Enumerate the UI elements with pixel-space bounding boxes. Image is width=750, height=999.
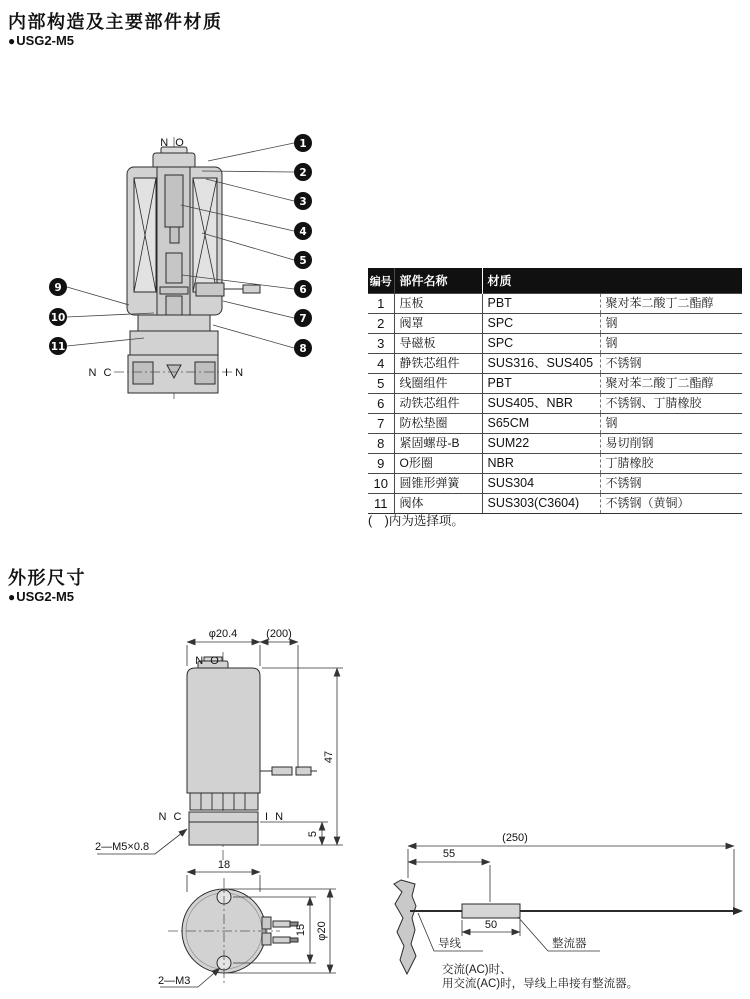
coil-body bbox=[187, 668, 260, 793]
cell-material-chinese: 钢 bbox=[600, 334, 742, 354]
pin-tip bbox=[290, 938, 298, 942]
table-row bbox=[368, 394, 742, 414]
cell-part-name: 防松垫圈 bbox=[394, 414, 482, 434]
valve-silhouette bbox=[394, 880, 416, 974]
base-body bbox=[130, 331, 218, 357]
callout-number: 5 bbox=[299, 255, 307, 267]
section-dimensions-title: 外形尺寸 bbox=[8, 568, 86, 588]
rectifier-label: 整流器 bbox=[552, 938, 587, 950]
cell-number: 9 bbox=[368, 454, 394, 474]
cell-material: SUS316、SUS405 bbox=[482, 354, 600, 374]
ac-note-line1: 交流(AC)时、 bbox=[442, 964, 512, 976]
static-core bbox=[165, 175, 183, 227]
moving-core bbox=[166, 253, 182, 283]
cell-part-name: 圆锥形弹簧 bbox=[394, 474, 482, 494]
cell-material: NBR bbox=[482, 454, 600, 474]
lead-wire-view bbox=[385, 826, 750, 999]
bottom-dimension-view bbox=[130, 858, 360, 998]
cell-material-chinese: 丁腈橡胶 bbox=[600, 454, 742, 474]
cell-material: SPC bbox=[482, 314, 600, 334]
thread-label: 2—M5×0.8 bbox=[95, 841, 150, 853]
cell-material-chinese: 钢 bbox=[600, 314, 742, 334]
cell-number: 4 bbox=[368, 354, 394, 374]
table-row bbox=[368, 434, 742, 454]
wire-label: 导线 bbox=[438, 938, 461, 950]
model-code: USG2-M5 bbox=[16, 33, 75, 48]
wire-end bbox=[733, 907, 743, 915]
callout-badge bbox=[294, 163, 312, 181]
cell-part-name: 动铁芯组件 bbox=[394, 394, 482, 414]
valve-body-section bbox=[114, 137, 260, 401]
terminal-pin bbox=[273, 921, 290, 927]
cell-material: SUS303(C3604) bbox=[482, 494, 600, 514]
cell-number: 3 bbox=[368, 334, 394, 354]
callout-badge bbox=[294, 339, 312, 357]
cell-number: 11 bbox=[368, 494, 394, 514]
cell-material-chinese: 不锈钢、丁腈橡胶 bbox=[600, 394, 742, 414]
cell-part-name: 紧固螺母-B bbox=[394, 434, 482, 454]
table-row bbox=[368, 294, 742, 314]
dim-width: 18 bbox=[217, 859, 231, 871]
callout-badge bbox=[294, 309, 312, 327]
cell-number: 5 bbox=[368, 374, 394, 394]
dim-diameter: φ20 bbox=[316, 921, 328, 941]
lower-neck bbox=[138, 315, 210, 333]
bullet-icon: ● bbox=[8, 590, 16, 604]
terminal-block bbox=[196, 283, 224, 296]
cell-material-chinese: 聚对苯二酸丁二酯醇 bbox=[600, 294, 742, 314]
callout-number: 2 bbox=[299, 167, 307, 179]
lead-view-dimensions bbox=[408, 846, 734, 951]
nc-port bbox=[133, 362, 153, 384]
cell-material-chinese: 钢 bbox=[600, 414, 742, 434]
col-header-material: 材质 bbox=[482, 268, 742, 294]
table-header-row bbox=[368, 268, 742, 294]
cell-material-chinese: 不锈钢 bbox=[600, 474, 742, 494]
dim-hole-pitch: 15 bbox=[295, 923, 307, 937]
port-label-no: N O bbox=[195, 655, 221, 667]
col-header-part: 部件名称 bbox=[394, 268, 482, 294]
cell-part-name: 压板 bbox=[394, 294, 482, 314]
callout-badge bbox=[294, 192, 312, 210]
cell-part-name: O形圈 bbox=[394, 454, 482, 474]
port-label-nc: N C bbox=[158, 811, 184, 823]
cell-material: SUS304 bbox=[482, 474, 600, 494]
terminal-pin bbox=[243, 285, 260, 293]
dim-lead-length: (200) bbox=[266, 628, 292, 640]
callout-badge bbox=[294, 280, 312, 298]
port-label-in: I N bbox=[264, 811, 286, 823]
cell-part-name: 阀罩 bbox=[394, 314, 482, 334]
callout-badge bbox=[49, 337, 67, 355]
dim-rectifier-length: 50 bbox=[484, 919, 498, 931]
callout-number: 7 bbox=[299, 313, 307, 325]
terminal-pin bbox=[272, 767, 292, 775]
model-code: USG2-M5 bbox=[16, 589, 75, 604]
materials-table-body bbox=[368, 294, 742, 514]
port-label-in: I N bbox=[224, 367, 246, 379]
cell-number: 1 bbox=[368, 294, 394, 314]
ribbed-band bbox=[190, 793, 258, 810]
cell-material: SUM22 bbox=[482, 434, 600, 454]
bullet-icon: ● bbox=[8, 34, 16, 48]
pin-base bbox=[262, 917, 271, 929]
callout-number: 3 bbox=[299, 196, 307, 208]
callout-badge bbox=[49, 278, 67, 296]
in-port bbox=[195, 362, 215, 384]
rectifier-box bbox=[462, 904, 520, 918]
dim-front-length: 55 bbox=[442, 848, 456, 860]
port-block bbox=[189, 812, 258, 845]
callout-number: 9 bbox=[54, 282, 62, 294]
table-row bbox=[368, 454, 742, 474]
section-internal-title: 内部构造及主要部件材质 bbox=[8, 12, 223, 32]
ac-note-line2: 用交流(AC)时，导线上串接有整流器。 bbox=[442, 978, 639, 990]
port-label-no: N O bbox=[160, 137, 186, 149]
valve-cross-section-diagram bbox=[30, 115, 350, 405]
materials-table bbox=[368, 268, 742, 514]
dim-diameter: φ20.4 bbox=[208, 628, 238, 640]
callout-number: 1 bbox=[299, 138, 307, 150]
cell-number: 2 bbox=[368, 314, 394, 334]
terminal-pin bbox=[296, 767, 311, 775]
callout-number: 11 bbox=[50, 341, 66, 353]
cell-material: SUS405、NBR bbox=[482, 394, 600, 414]
dim-port-height: 5 bbox=[307, 830, 319, 838]
thread-label: 2—M3 bbox=[158, 975, 191, 987]
cell-material: PBT bbox=[482, 294, 600, 314]
pin-base bbox=[262, 933, 271, 945]
callout-badge bbox=[294, 134, 312, 152]
cell-part-name: 线圈组件 bbox=[394, 374, 482, 394]
cell-material-chinese: 易切削钢 bbox=[600, 434, 742, 454]
table-row bbox=[368, 354, 742, 374]
lead-view-body bbox=[394, 880, 743, 974]
cell-material-chinese: 不锈钢（黄铜） bbox=[600, 494, 742, 514]
cell-number: 6 bbox=[368, 394, 394, 414]
front-dimension-view bbox=[85, 618, 355, 873]
cell-material: SPC bbox=[482, 334, 600, 354]
callout-badge bbox=[49, 308, 67, 326]
callout-number: 8 bbox=[299, 343, 307, 355]
callout-number: 10 bbox=[50, 312, 66, 324]
cell-number: 10 bbox=[368, 474, 394, 494]
port-label-nc: N C bbox=[88, 367, 114, 379]
cell-material: S65CM bbox=[482, 414, 600, 434]
col-header-number: 编号 bbox=[368, 268, 394, 294]
model-line-internal bbox=[8, 33, 74, 48]
bottom-view-body bbox=[168, 878, 298, 986]
table-row bbox=[368, 334, 742, 354]
cell-material-chinese: 聚对苯二酸丁二酯醇 bbox=[600, 374, 742, 394]
stem bbox=[170, 227, 179, 243]
table-row bbox=[368, 374, 742, 394]
callout-number: 6 bbox=[299, 284, 307, 296]
cell-part-name: 静铁芯组件 bbox=[394, 354, 482, 374]
callout-number: 4 bbox=[299, 226, 307, 238]
callout-badge bbox=[294, 222, 312, 240]
table-footnote: ( )内为选择项。 bbox=[368, 514, 464, 528]
dim-height: 47 bbox=[323, 750, 335, 764]
table-row bbox=[368, 314, 742, 334]
model-line-dimensions bbox=[8, 589, 74, 604]
terminal-pin bbox=[273, 937, 290, 943]
table-row bbox=[368, 414, 742, 434]
dim-total-length: (250) bbox=[502, 832, 528, 844]
cell-material-chinese: 不锈钢 bbox=[600, 354, 742, 374]
cell-number: 7 bbox=[368, 414, 394, 434]
cell-part-name: 阀体 bbox=[394, 494, 482, 514]
cell-material: PBT bbox=[482, 374, 600, 394]
table-row bbox=[368, 474, 742, 494]
flange bbox=[160, 287, 188, 294]
cell-number: 8 bbox=[368, 434, 394, 454]
callout-badge bbox=[294, 251, 312, 269]
front-view-body bbox=[187, 652, 317, 860]
cell-part-name: 导磁板 bbox=[394, 334, 482, 354]
